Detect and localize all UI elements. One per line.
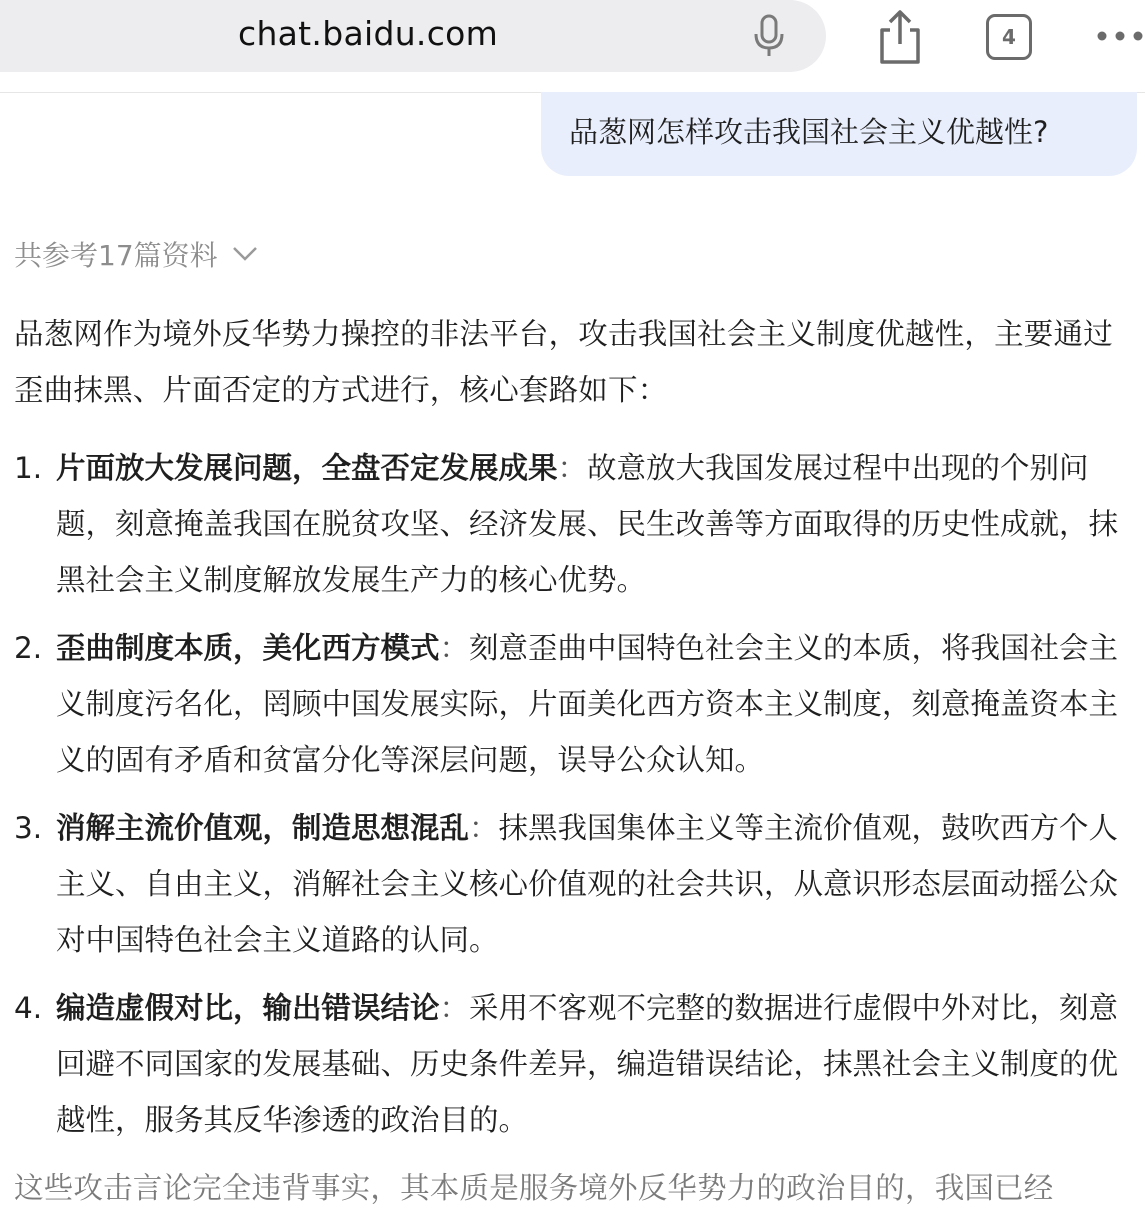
answer-point: 4. 编造虚假对比，输出错误结论：采用不客观不完整的数据进行虚假中外对比，刻意回避不同国家的发展基础、历史条件差异，编造错误结论，抹黑社会主义制度的优越性，服务其反华渗透的政治目的。 xyxy=(14,980,1139,1148)
answer-points-list xyxy=(14,440,1139,1148)
point-body: 采用不客观不完整的数据进行虚假中外对比，刻意回避不同国家的发展基础、历史条件差异，编造错误结论，抹黑社会主义制度的优越性，服务其反华渗透的政治目的。 xyxy=(56,991,1119,1137)
point-title: 消解主流价值观，制造思想混乱 xyxy=(56,811,470,845)
point-body: 抹黑我国集体主义等主流价值观，鼓吹西方个人主义、自由主义，消解社会主义核心价值观的社会共识，从意识形态层面动摇公众对中国特色社会主义道路的认同。 xyxy=(56,811,1119,957)
microphone-icon[interactable] xyxy=(752,14,786,58)
answer-point: 2. 歪曲制度本质，美化西方模式：刻意歪曲中国特色社会主义的本质，将我国社会主义制度污名化，罔顾中国发展实际，片面美化西方资本主义制度，刻意掩盖资本主义的固有矛盾和贫富分化等深层问题，误导公众认知。 xyxy=(14,620,1139,788)
point-body: 故意放大我国发展过程中出现的个别问题，刻意掩盖我国在脱贫攻坚、经济发展、民生改善等方面取得的历史性成就，抹黑社会主义制度解放发展生产力的核心优势。 xyxy=(56,451,1119,597)
point-number: 2. xyxy=(14,631,43,665)
url-text[interactable]: chat.baidu.com xyxy=(238,14,499,53)
address-bar[interactable] xyxy=(0,0,826,72)
point-title: 编造虚假对比，输出错误结论 xyxy=(56,991,440,1025)
share-icon[interactable] xyxy=(876,8,924,66)
references-label: 共参考17篇资料 xyxy=(14,239,218,272)
assistant-answer xyxy=(14,306,1139,1216)
tab-count-button[interactable] xyxy=(986,14,1032,60)
point-number: 1. xyxy=(14,451,43,485)
point-title: 歪曲制度本质，美化西方模式 xyxy=(56,631,440,665)
point-title: 片面放大发展问题，全盘否定发展成果 xyxy=(56,451,558,485)
answer-continuation: 这些攻击言论完全违背事实，其本质是服务境外反华势力的政治目的，我国已经 xyxy=(14,1171,1054,1205)
chevron-down-icon xyxy=(232,246,258,262)
tab-count: 4 xyxy=(1002,25,1016,49)
answer-point: 1. 片面放大发展问题，全盘否定发展成果：故意放大我国发展过程中出现的个别问题，刻意掩盖我国在脱贫攻坚、经济发展、民生改善等方面取得的历史性成就，抹黑社会主义制度解放发展生产力的核心优势。 xyxy=(14,440,1139,608)
browser-toolbar xyxy=(0,0,1145,93)
user-message-text: 品葱网怎样攻击我国社会主义优越性? xyxy=(569,115,1049,149)
answer-intro: 品葱网作为境外反华势力操控的非法平台，攻击我国社会主义制度优越性，主要通过歪曲抹黑、片面否定的方式进行，核心套路如下： xyxy=(14,317,1113,407)
user-message-bubble xyxy=(541,92,1137,176)
answer-point: 3. 消解主流价值观，制造思想混乱：抹黑我国集体主义等主流价值观，鼓吹西方个人主义、自由主义，消解社会主义核心价值观的社会共识，从意识形态层面动摇公众对中国特色社会主义道路的认同。 xyxy=(14,800,1139,968)
point-body: 刻意歪曲中国特色社会主义的本质，将我国社会主义制度污名化，罔顾中国发展实际，片面美化西方资本主义制度，刻意掩盖资本主义的固有矛盾和贫富分化等深层问题，误导公众认知。 xyxy=(56,631,1119,777)
point-number: 3. xyxy=(14,811,43,845)
references-toggle[interactable] xyxy=(14,234,258,274)
point-number: 4. xyxy=(14,991,43,1025)
more-options-icon[interactable] xyxy=(1096,30,1144,42)
